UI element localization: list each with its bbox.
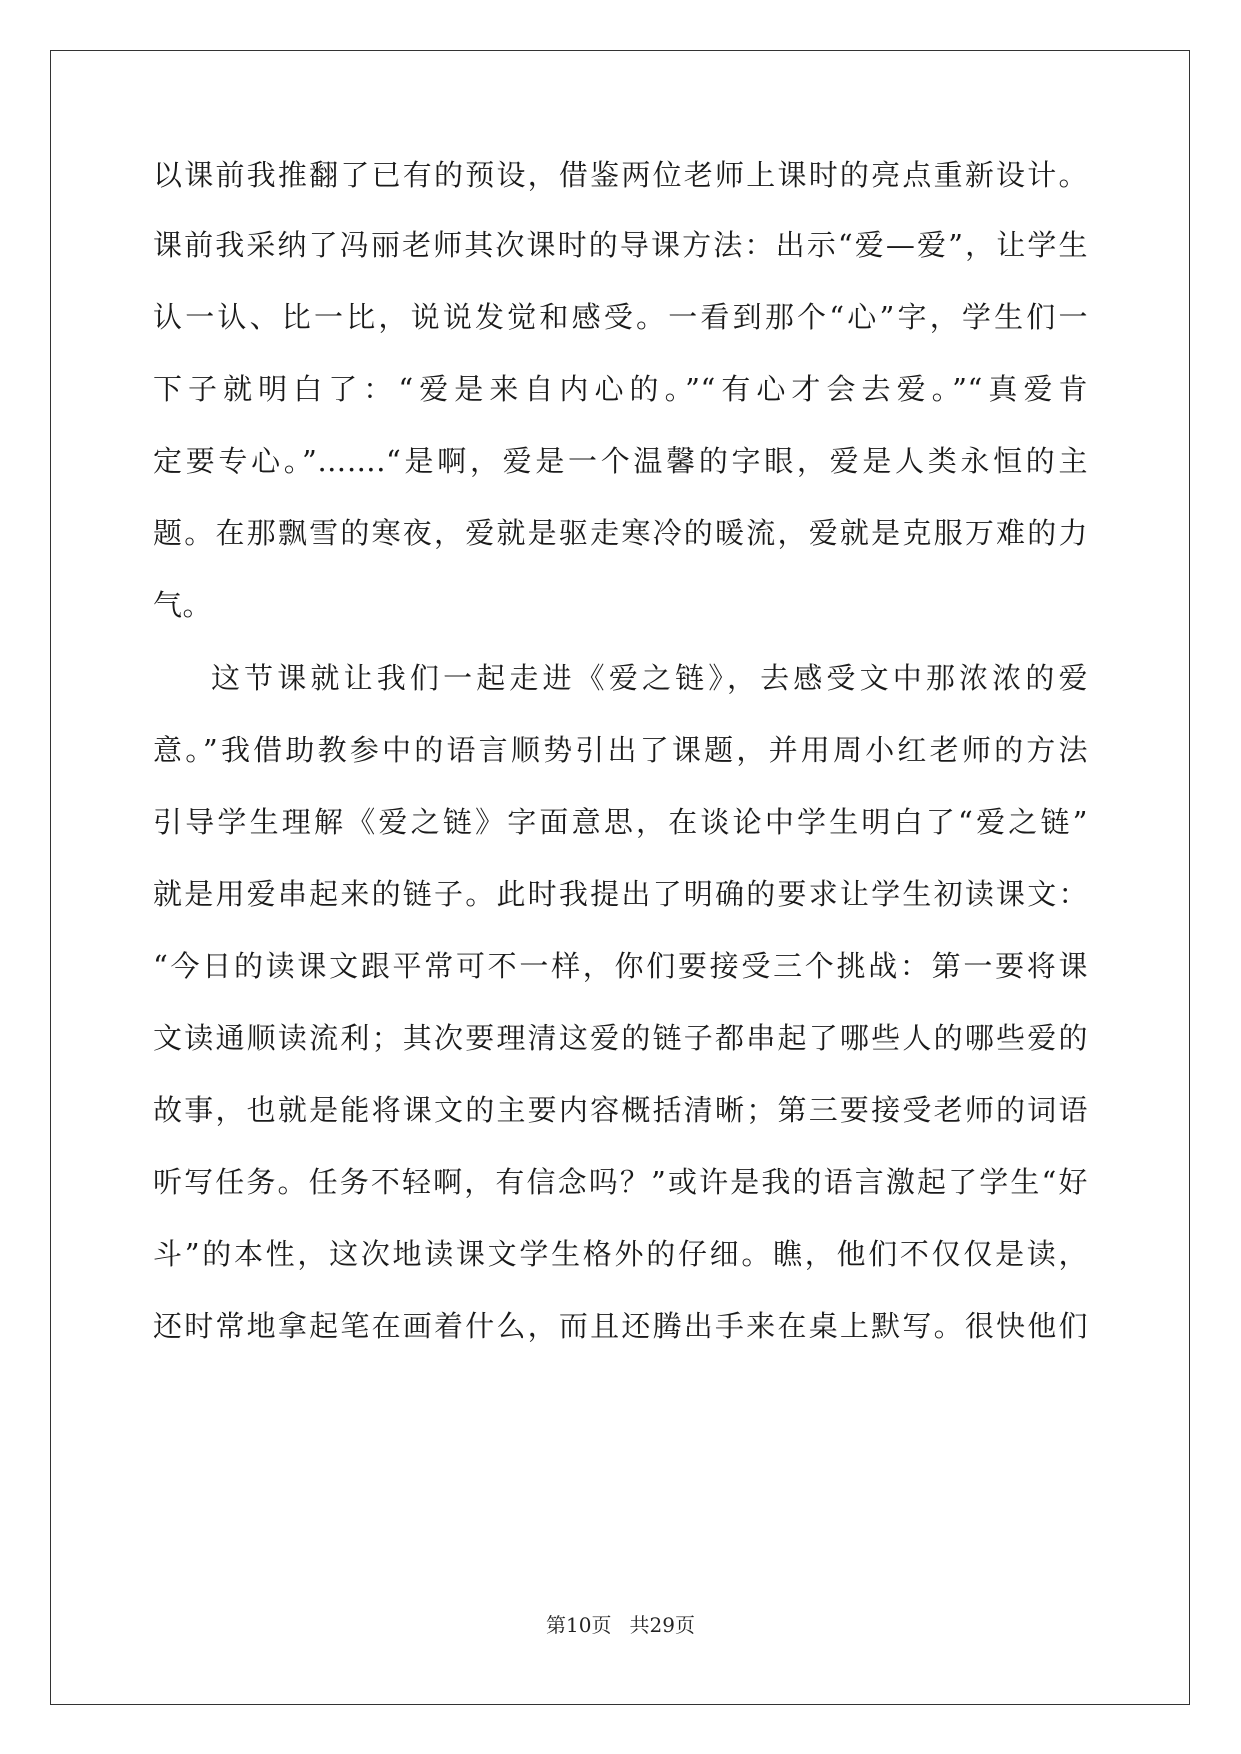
text-line: 引导学生理解《爱之链》字面意思，在谈论中学生明白了“爱之链”: [153, 805, 1088, 839]
text-line: 课前我采纳了冯丽老师其次课时的导课方法：出示“爱—爱”，让学生: [153, 228, 1088, 262]
page-footer: [0, 1612, 1241, 1638]
text-line: 听写任务。任务不轻啊，有信念吗？”或许是我的语言激起了学生“好: [153, 1165, 1088, 1199]
text-line: 故事，也就是能将课文的主要内容概括清晰；第三要接受老师的词语: [153, 1093, 1088, 1127]
text-line: 认一认、比一比，说说发觉和感受。一看到那个“心”字，学生们一: [153, 300, 1088, 334]
total-pages-label: 共29页: [629, 1613, 695, 1637]
text-line: 意。”我借助教参中的语言顺势引出了课题，并用周小红老师的方法: [153, 733, 1088, 767]
text-line: 还时常地拿起笔在画着什么，而且还腾出手来在桌上默写。很快他们: [153, 1309, 1088, 1343]
current-page-label: 第10页: [546, 1613, 612, 1637]
text-line: 气。: [153, 588, 213, 622]
text-line: 题。在那飘雪的寒夜，爱就是驱走寒冷的暖流，爱就是克服万难的力: [153, 516, 1088, 550]
text-line: “今日的读课文跟平常可不一样，你们要接受三个挑战：第一要将课: [153, 949, 1088, 983]
paragraph-first-line: 这节课就让我们一起走进《爱之链》，去感受文中那浓浓的爱: [211, 661, 1088, 695]
text-line: 定要专心。”…….“是啊，爱是一个温馨的字眼，爱是人类永恒的主: [153, 444, 1088, 478]
text-line: 以课前我推翻了已有的预设，借鉴两位老师上课时的亮点重新设计。: [153, 158, 1088, 192]
text-line: 斗”的本性，这次地读课文学生格外的仔细。瞧，他们不仅仅是读，: [153, 1237, 1088, 1271]
text-line: 文读通顺读流利；其次要理清这爱的链子都串起了哪些人的哪些爱的: [153, 1021, 1088, 1055]
text-line: 就是用爱串起来的链子。此时我提出了明确的要求让学生初读课文：: [153, 877, 1088, 911]
text-line: 下子就明白了：“爱是来自内心的。”“有心才会去爱。”“真爱肯: [153, 372, 1088, 406]
